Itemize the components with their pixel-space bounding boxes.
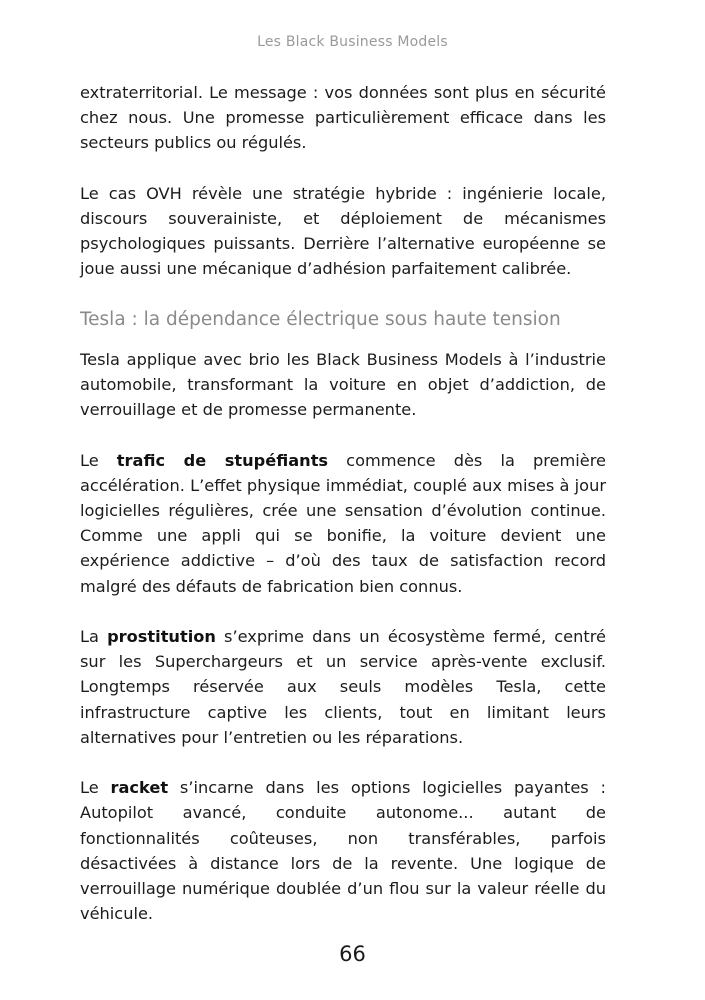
paragraph-racket-lead: Le <box>80 778 111 798</box>
page-number: 66 <box>339 942 366 966</box>
paragraph-ovh-security: extraterritorial. Le message : vos données sont plus en sécurité chez nous. Une promesse particulièrement efficace dans les secteurs publics ou régulés. <box>80 83 606 153</box>
section-heading: Tesla : la dépendance électrique sous haute tension <box>80 308 561 330</box>
paragraph-racket-text: s’incarne dans les options logicielles payantes : Autopilot avancé, conduite autonome... autant de fonctionnalités coûteuses, non transférables, parfois désactivées à distance lors de la revente. Une logique de verrouillage numérique doublée d’un flou sur la valeur réelle du véhicule. <box>80 778 606 924</box>
paragraph-racket <box>80 775 606 926</box>
term-prostitution: prostitution <box>107 627 216 646</box>
running-header: Les Black Business Models <box>257 34 448 50</box>
paragraph-trafic-lead: Le <box>80 450 117 470</box>
term-racket: racket <box>110 778 169 798</box>
paragraph-prostitution-text: s’exprime dans un écosystème fermé, centré sur les Superchargeurs et un service après-vente exclusif. Longtemps réservée aux seuls modèles Tesla, cette infrastructure captive les clients, tout en limitant leurs alternatives pour l’entretien ou les réparations. <box>80 627 606 747</box>
paragraph-prostitution <box>80 624 606 750</box>
paragraph-ovh-strategy: Le cas OVH révèle une stratégie hybride : ingénierie locale, discours souverainiste, et déploiement de mécanismes psychologiques puissants. Derrière l’alternative européenne se joue aussi une mécanique d’adhésion parfaitement calibrée. <box>80 183 606 279</box>
paragraph-prostitution-lead: La <box>80 627 108 646</box>
paragraph-trafic-text: commence dès la première accélération. L’effet physique immédiat, couplé aux mises à jour logicielles régulières, crée une sensation d’évolution continue. Comme une appli qui se bonifie, la voiture devient une expérience addictive – d’où des taux de satisfaction record malgré des défauts de fabrication bien connus. <box>80 450 607 596</box>
page-body <box>80 80 606 952</box>
term-trafic: trafic de stupéfiants <box>116 450 329 470</box>
paragraph-tesla-intro: Tesla applique avec brio les Black Business Models à l’industrie automobile, transformant la voiture en objet d’addiction, de verrouillage et de promesse permanente. <box>80 349 606 420</box>
paragraph-trafic <box>80 448 606 599</box>
